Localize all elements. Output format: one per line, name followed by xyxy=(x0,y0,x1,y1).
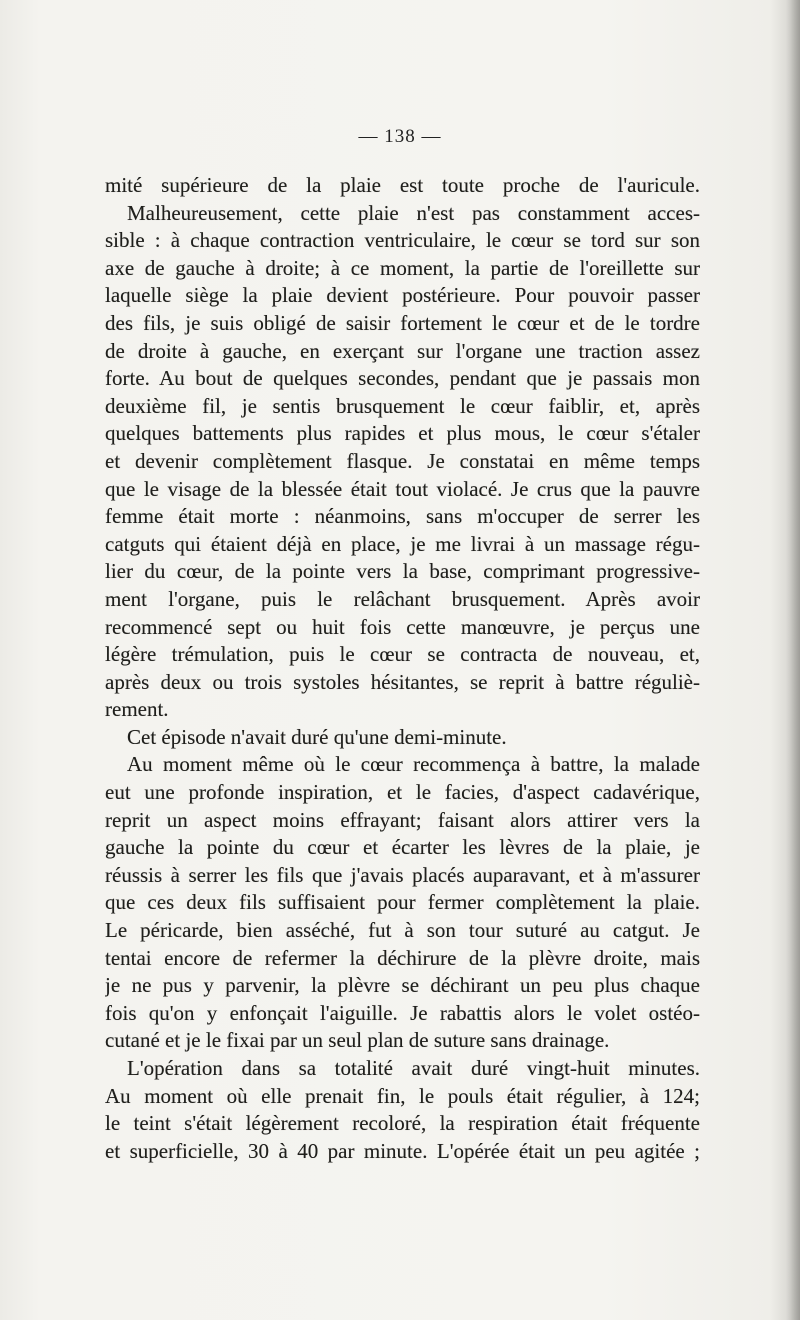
text-line: de droite à gauche, en exerçant sur l'organe une traction assez xyxy=(105,338,700,363)
paragraph xyxy=(105,200,700,724)
text-line: réussis à serrer les fils que j'avais placés auparavant, et à m'assurer xyxy=(105,862,700,887)
text-line: Le péricarde, bien asséché, fut à son tour suturé au catgut. Je xyxy=(105,918,700,943)
paragraph xyxy=(105,724,700,752)
text-line: gauche la pointe du cœur et écarter les lèvres de la plaie, je xyxy=(105,835,700,860)
text-line: reprit un aspect moins effrayant; faisant alors attirer vers la xyxy=(105,807,700,832)
text-line: Malheureusement, cette plaie n'est pas constamment acces- xyxy=(127,200,700,225)
text-line: ment l'organe, puis le relâchant brusquement. Après avoir xyxy=(105,586,700,611)
text-line: Au moment même où le cœur recommença à battre, la malade xyxy=(127,752,700,777)
text-line: que ces deux fils suffisaient pour fermer complètement la plaie. xyxy=(105,890,700,915)
text-line: cutané et je le fixai par un seul plan de suture sans drainage. xyxy=(105,1028,610,1053)
text-line: et superficielle, 30 à 40 par minute. L'opérée était un peu agitée ; xyxy=(105,1138,700,1163)
text-line: forte. Au bout de quelques secondes, pendant que je passais mon xyxy=(105,366,700,391)
text-line: laquelle siège la plaie devient postérieure. Pour pouvoir passer xyxy=(105,283,700,308)
text-line: catguts qui étaient déjà en place, je me livrai à un massage régu- xyxy=(105,531,700,556)
text-line: quelques battements plus rapides et plus mous, le cœur s'étaler xyxy=(105,421,700,446)
text-line: des fils, je suis obligé de saisir fortement le cœur et de le tordre xyxy=(105,310,700,335)
text-line: eut une profonde inspiration, et le facies, d'aspect cadavérique, xyxy=(105,780,700,805)
text-line: Cet épisode n'avait duré qu'une demi-minute. xyxy=(127,724,507,749)
text-line: lier du cœur, de la pointe vers la base, comprimant progressive- xyxy=(105,559,700,584)
text-line: L'opération dans sa totalité avait duré vingt-huit minutes. xyxy=(127,1056,700,1080)
text-line: recommencé sept ou huit fois cette manœuvre, je perçus une xyxy=(105,614,700,639)
text-line: le teint s'était légèrement recoloré, la respiration était fréquente xyxy=(105,1111,700,1136)
text-line: deuxième fil, je sentis brusquement le cœur faiblir, et, après xyxy=(105,393,700,418)
body-text xyxy=(105,172,700,1165)
text-line: sible : à chaque contraction ventriculaire, le cœur se tord sur son xyxy=(105,228,700,253)
text-line: fois qu'on y enfonçait l'aiguille. Je rabattis alors le volet ostéo- xyxy=(105,1000,700,1025)
text-line: et devenir complètement flasque. Je constatai en même temps xyxy=(105,448,700,473)
text-line: Au moment où elle prenait fin, le pouls était régulier, à 124; xyxy=(105,1083,700,1108)
paragraph xyxy=(105,1055,700,1165)
text-line: axe de gauche à droite; à ce moment, la partie de l'oreillette sur xyxy=(105,255,700,280)
page-number: — 138 — xyxy=(358,126,442,147)
text-line: que le visage de la blessée était tout violacé. Je crus que la pauvre xyxy=(105,476,700,501)
text-line: je ne pus y parvenir, la plèvre se déchirant un peu plus chaque xyxy=(105,973,700,998)
paragraph xyxy=(105,172,700,200)
text-line: femme était morte : néanmoins, sans m'occuper de serrer les xyxy=(105,504,700,529)
page-edge-shadow xyxy=(786,0,800,1320)
text-line: mité supérieure de la plaie est toute proche de l'auricule. xyxy=(105,173,700,197)
text-line: après deux ou trois systoles hésitantes, se reprit à battre réguliè- xyxy=(105,669,700,694)
text-line: rement. xyxy=(105,697,169,722)
paragraph xyxy=(105,751,700,1055)
text-line: légère trémulation, puis le cœur se contracta de nouveau, et, xyxy=(105,642,700,667)
text-line: tentai encore de refermer la déchirure de la plèvre droite, mais xyxy=(105,945,700,970)
